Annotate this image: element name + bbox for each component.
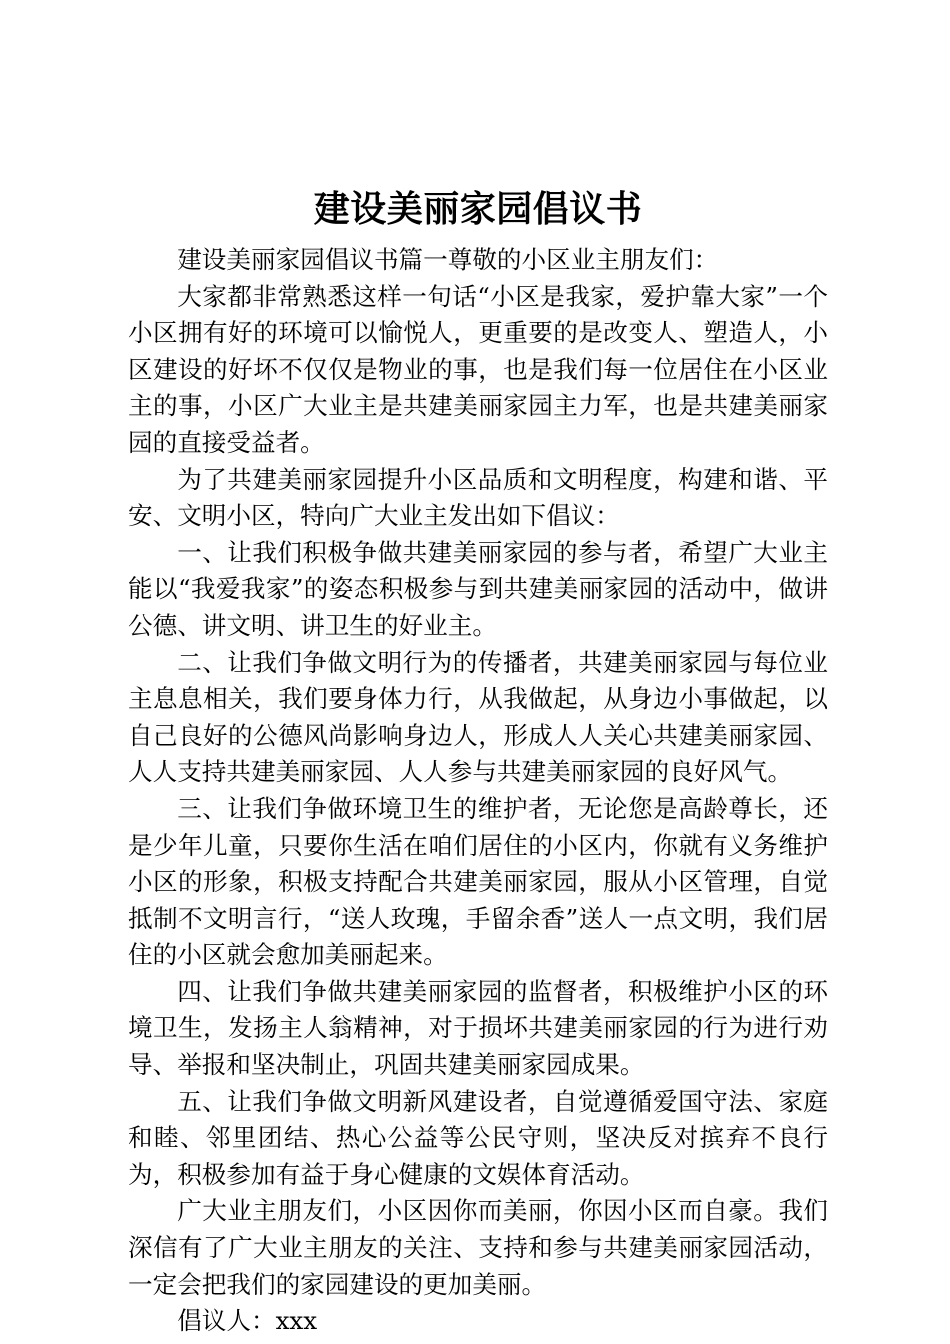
proposal-4-paragraph: 四、让我们争做共建美丽家园的监督者，积极维护小区的环境卫生，发扬主人翁精神，对于损坏共建美丽家园的行为进行劝导、举报和坚决制止，巩固共建美丽家园成果。 [128,976,828,1080]
signature-line: 倡议人：xxx [177,1306,318,1336]
document-page [128,190,828,1340]
proposal-3-paragraph: 三、让我们争做环境卫生的维护者，无论您是高龄尊长，还是少年儿童，只要你生活在咱们居住的小区内，你就有义务维护小区的形象，积极支持配合共建美丽家园，服从小区管理，自觉抵制不文明言行，“送人玫瑰，手留余香”送人一点文明，我们居住的小区就会愈加美丽起来。 [128,793,828,970]
proposal-2-paragraph: 二、让我们争做文明行为的传播者，共建美丽家园与每位业主息息相关，我们要身体力行，从我做起，从身边小事做起，以自己良好的公德风尚影响身边人，形成人人关心共建美丽家园、人人支持共建美丽家园、人人参与共建美丽家园的良好风气。 [128,647,828,787]
closing-paragraph: 广大业主朋友们，小区因你而美丽，你因小区而自豪。我们深信有了广大业主朋友的关注、支持和参与共建美丽家园活动，一定会把我们的家园建设的更加美丽。 [128,1196,828,1299]
proposal-5-paragraph: 五、让我们争做文明新风建设者，自觉遵循爱国守法、家庭和睦、邻里团结、热心公益等公民守则，坚决反对摈弃不良行为，积极参加有益于身心健康的文娱体育活动。 [128,1086,828,1189]
proposal-1-paragraph: 一、让我们积极争做共建美丽家园的参与者，希望广大业主能以“我爱我家”的姿态积极参与到共建美丽家园的活动中，做讲公德、讲文明、讲卫生的好业主。 [128,537,828,640]
intro-paragraph: 大家都非常熟悉这样一句话“小区是我家，爱护靠大家”一个小区拥有好的环境可以愉悦人，更重要的是改变人、塑造人，小区建设的好坏不仅仅是物业的事，也是我们每一位居住在小区业主的事，小区广大业主是共建美丽家园主力军，也是共建美丽家园的直接受益者。 [128,281,828,457]
greeting-paragraph: 建设美丽家园倡议书篇一尊敬的小区业主朋友们： [177,245,719,274]
purpose-paragraph: 为了共建美丽家园提升小区品质和文明程度，构建和谐、平安、文明小区，特向广大业主发出如下倡议： [128,464,828,531]
document-title: 建设美丽家园倡议书 [313,189,643,230]
